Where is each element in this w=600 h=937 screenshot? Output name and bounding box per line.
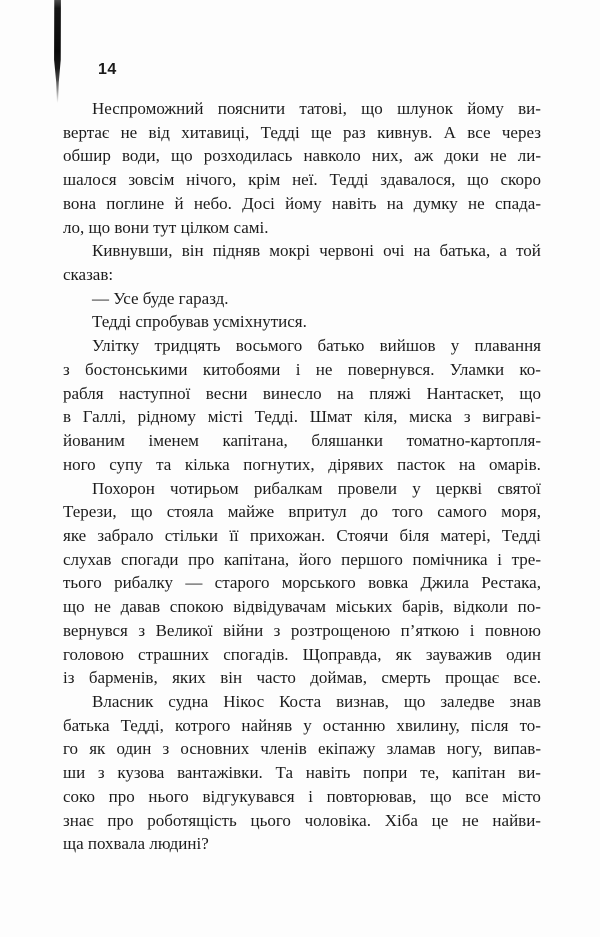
text-line: знає про роботящість цього чоловіка. Хіба це не найви- xyxy=(63,810,541,830)
text-line: сказав: xyxy=(63,265,114,285)
text-line: Улітку тридцять восьмого батько вийшов у плавання xyxy=(92,336,541,356)
text-line: Кивнувши, він підняв мокрі червоні очі на батька, а той xyxy=(92,241,541,261)
text-line: Неспроможний пояснити татові, що шлунок йому ви- xyxy=(92,99,541,118)
text-line: Терези, що стояла майже впритул до того самого моря, xyxy=(63,502,541,522)
text-line: го як один з основних членів екіпажу зламав ногу, випав- xyxy=(63,739,541,759)
text-line: вона поглине й небо. Досі йому навіть на думку не спада- xyxy=(63,193,541,213)
text-line: йованим іменем капітана, бляшанки томатно-картопля- xyxy=(63,431,541,451)
text-line: шалося зовсім нічого, крім неї. Тедді здавалося, що скоро xyxy=(63,170,541,190)
text-line: ло, що вони тут цілком самі. xyxy=(63,217,269,237)
text-line: в Галлі, рідному місті Тедді. Шмат кіля, миска з виграві- xyxy=(63,407,541,427)
text-line: ща похвала людині? xyxy=(63,834,209,854)
text-line: — Усе буде гаразд. xyxy=(92,288,229,308)
text-line: обшир води, що розходилась навколо них, аж доки не ли- xyxy=(63,146,541,166)
text-line: тього рибалку — старого морського вовка Джила Рестака, xyxy=(63,573,541,593)
text-line: соко про нього відгукувався і повторював, що все місто xyxy=(63,786,541,806)
text-line: рабля наступної весни винесло на пляжі Нантаскет, що xyxy=(63,383,541,403)
text-line: ного супу та кілька погнутих, дірявих пасток на омарів. xyxy=(63,454,541,474)
text-line: Похорон чотирьом рибалкам провели у церкві святої xyxy=(92,478,541,498)
page-number: 14 xyxy=(98,61,117,78)
text-line: яке забрало стільки її прихожан. Стоячи біля матері, Тедді xyxy=(63,525,541,545)
text-line: вернувся з Великої війни з розтрощеною п’яткою і повною xyxy=(63,620,541,640)
text-line: з бостонськими китобоями і не повернувся. Уламки ко- xyxy=(63,359,541,379)
text-block xyxy=(63,97,541,856)
text-line: із барменів, яких він часто доймав, смерть прощає все. xyxy=(63,668,541,688)
text-line: ши з кузова вантажівки. Та навіть попри те, капітан ви- xyxy=(63,763,541,783)
text-line: батька Тедді, котрого найняв у останню хвилину, після то- xyxy=(63,715,541,735)
text-line: що не давав спокою відвідувачам міських барів, відколи по- xyxy=(63,597,541,617)
binding-ink-mark xyxy=(53,0,62,103)
text-line: Власник судна Нікос Коста визнав, що заледве знав xyxy=(92,691,541,711)
text-line: вертає не від хитавиці, Тедді ще раз кивнув. А все через xyxy=(63,122,541,142)
text-line: слухав спогади про капітана, його першого помічника і тре- xyxy=(63,549,541,569)
text-line: головою страшних спогадів. Щоправда, як зауважив один xyxy=(63,644,541,664)
text-line: Тедді спробував усміхнутися. xyxy=(92,312,307,332)
